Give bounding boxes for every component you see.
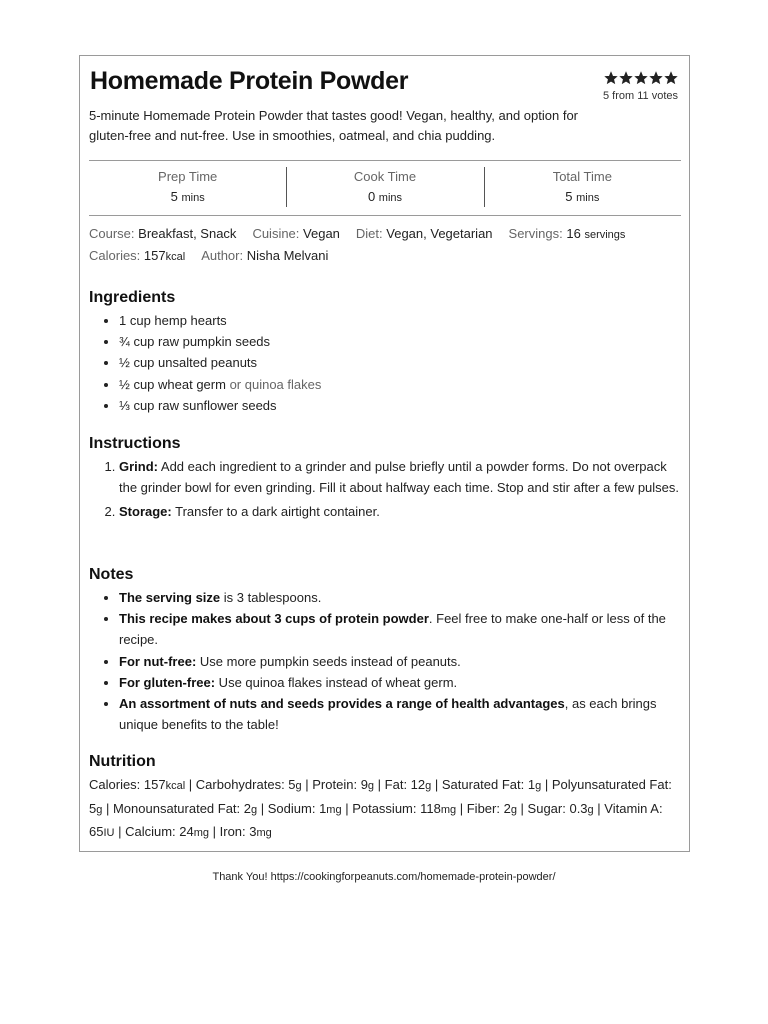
recipe-summary: 5-minute Homemade Protein Powder that tastes good! Vegan, healthy, and option for gluten-free and nut-free. Use in smoothies, oatmeal, and chia pudding.	[89, 108, 579, 143]
meta-calories: Calories: 157kcal	[89, 248, 186, 263]
instructions-heading: Instructions	[89, 435, 181, 452]
star-icon[interactable]	[664, 71, 678, 85]
instruction-step: 1. Grind: Add each ingredient to a grinder and pulse briefly until a powder forms. Do not overpack the grinder bowl for even grinding. Fill it about halfway each time. Stop and stir after a few pulses.	[119, 456, 681, 498]
ingredient-item: • ½ cup unsalted peanuts	[119, 352, 681, 373]
nutrition-item: Carbohydrates: 5g	[195, 777, 302, 792]
prep-time-label: Prep Time	[158, 169, 218, 184]
nutrition-item: Sodium: 1mg	[267, 800, 342, 816]
nutrition-item: Fiber: 2g	[466, 800, 517, 816]
recipe-times	[89, 160, 681, 216]
recipe-meta-row-2	[89, 248, 344, 263]
prep-time	[89, 161, 286, 215]
nutrition-item: Calcium: 24mg	[125, 824, 210, 839]
note-item: • An assortment of nuts and seeds provides a range of health advantages, as each brings unique benefits to the table!	[119, 693, 681, 735]
total-time-unit: mins	[576, 192, 600, 204]
nutrition-item: Potassium: 118mg	[352, 800, 457, 816]
nutrition-item: Polyunsaturated Fat: 5g	[89, 777, 672, 816]
ingredient-note: or quinoa flakes	[229, 376, 322, 392]
notes-heading: Notes	[89, 566, 134, 583]
cook-time-unit: mins	[378, 192, 403, 204]
rating-votes: 5 from 11 votes	[603, 90, 678, 102]
star-rating[interactable]	[603, 71, 678, 85]
note-item: • This recipe makes about 3 cups of protein powder. Feel free to make one-half or less of the recipe.	[119, 608, 681, 650]
cook-time	[286, 161, 483, 215]
instructions-list	[89, 456, 681, 523]
cook-time-label: Cook Time	[353, 169, 417, 184]
cook-time-value: 0	[367, 189, 376, 204]
note-item: • For gluten-free: Use quinoa flakes instead of wheat germ.	[119, 672, 681, 693]
ingredients-heading: Ingredients	[89, 289, 176, 306]
footer-url[interactable]: Thank You! https://cookingforpeanuts.com/homemade-protein-powder/	[212, 871, 556, 883]
nutrition-item: Monounsaturated Fat: 2g	[112, 800, 258, 816]
star-icon[interactable]	[619, 71, 633, 85]
step-label: Storage:	[119, 504, 172, 520]
total-time-label: Total Time	[552, 169, 612, 184]
meta-author: Author: Nisha Melvani	[201, 248, 329, 263]
prep-time-unit: mins	[181, 192, 205, 204]
ingredient-item: • ⅓ cup raw sunflower seeds	[119, 395, 681, 416]
total-time	[484, 161, 681, 215]
nutrition-item: Calories: 157kcal	[89, 777, 186, 792]
instruction-step: 2. Storage: Transfer to a dark airtight container.	[119, 501, 681, 522]
nutrition-item: Fat: 12g	[384, 777, 432, 792]
meta-diet: Diet: Vegan, Vegetarian	[355, 226, 493, 241]
ingredient-item: • ½ cup wheat germ or quinoa flakes	[119, 374, 681, 395]
prep-time-value: 5	[170, 189, 178, 204]
star-icon[interactable]	[604, 71, 618, 85]
note-item: • The serving size is 3 tablespoons.	[119, 587, 681, 608]
nutrition-heading: Nutrition	[89, 753, 156, 770]
recipe-card	[79, 55, 690, 852]
nutrition-item: Sugar: 0.3g	[527, 800, 594, 816]
star-icon[interactable]	[634, 71, 648, 85]
nutrition-item: Vitamin A: 65IU	[89, 800, 663, 839]
nutrition-facts: Calories: 157kcal | Carbohydrates: 5g | Protein: 9g | Fat: 12g | Saturated Fat: 1g | Polyunsaturated Fat: 5g | Monounsaturated Fat: 2g | Sodium: 1mg | Potassium: 118mg | Fiber: 2g | Sugar: 0.3g | Vitamin A: 65IU | Calcium: 24mg | Iron: 3mg	[89, 777, 672, 839]
total-time-value: 5	[565, 189, 573, 204]
recipe-meta-row-1	[89, 226, 641, 241]
ingredient-item: • ¾ cup raw pumpkin seeds	[119, 331, 681, 352]
recipe-title: Homemade Protein Powder	[90, 67, 409, 95]
nutrition-item: Saturated Fat: 1g	[441, 777, 542, 792]
step-label: Grind:	[119, 459, 158, 474]
ingredient-item: • 1 cup hemp hearts	[119, 310, 681, 331]
nutrition-item: Protein: 9g	[312, 777, 375, 792]
notes-list	[89, 587, 681, 735]
ingredients-list	[89, 310, 681, 416]
star-icon[interactable]	[649, 71, 663, 85]
meta-course: Course: Breakfast, Snack	[89, 226, 237, 241]
servings-value[interactable]: 16	[566, 226, 581, 241]
note-item: • For nut-free: Use more pumpkin seeds instead of peanuts.	[119, 651, 681, 672]
meta-cuisine: Cuisine: Vegan	[252, 226, 340, 241]
meta-servings[interactable]: Servings: 16 servings	[508, 226, 626, 241]
recipe-rating[interactable]	[603, 71, 678, 102]
nutrition-item: Iron: 3mg	[219, 824, 272, 839]
